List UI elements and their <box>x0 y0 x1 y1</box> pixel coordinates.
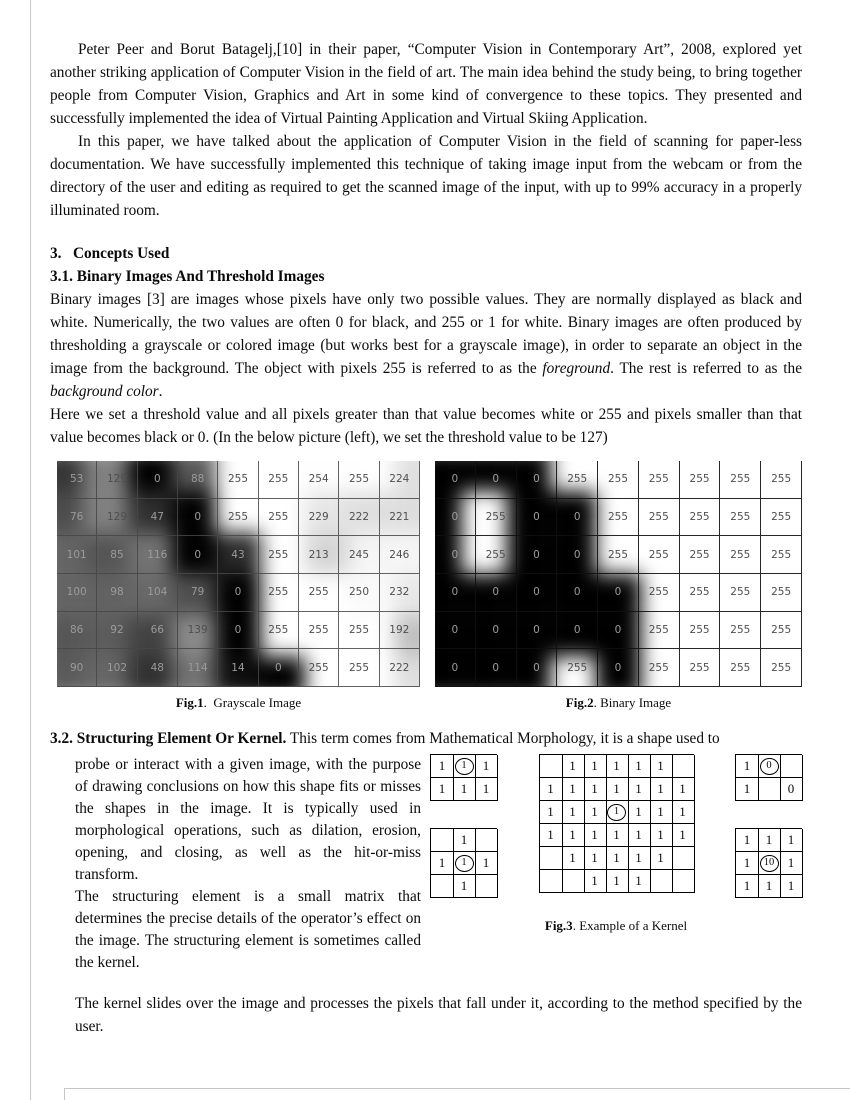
kernel-cell: 1 <box>606 870 629 893</box>
kernel-cell: 1 <box>475 755 498 778</box>
pixel-cell: 0 <box>435 461 476 499</box>
pixel-cell: 0 <box>517 612 558 650</box>
pixel-cell: 255 <box>476 536 517 574</box>
kernel-cell: 1 <box>562 801 585 824</box>
kernel-cell: 1 <box>780 875 803 898</box>
pixel-cell: 255 <box>761 499 802 537</box>
pixel-cell: 255 <box>259 461 299 499</box>
pixel-cell: 255 <box>639 649 680 687</box>
pixel-cell: 255 <box>299 612 339 650</box>
kernel-cell: 1 <box>780 829 803 852</box>
kernel-cell: 1 <box>736 829 759 852</box>
paper-page <box>50 38 802 1038</box>
pixel-cell: 255 <box>639 499 680 537</box>
kernel-cell: 1 <box>453 829 476 852</box>
pixel-cell: 255 <box>598 499 639 537</box>
kernel-description-paragraph-1: probe or interact with a given image, with the purpose of drawing conclusions on how this shape fits or misses the shapes in the image. It is typically used in morphological operations, such as dilation, erosion, opening, and closing, as well as the hit-or-miss transform. <box>75 756 421 883</box>
pixel-cell: 129 <box>97 499 137 537</box>
figure-2-caption <box>566 695 671 711</box>
kernel-square <box>735 828 802 898</box>
kernel-cell <box>650 870 673 893</box>
pixel-cell: 0 <box>138 461 178 499</box>
kernel-cell: 1 <box>650 847 673 870</box>
pixel-cell: 53 <box>57 461 97 499</box>
pixel-cell: 88 <box>178 461 218 499</box>
closing-paragraph: The kernel slides over the image and processes the pixels that fall under it, according to the method specified by the user. <box>75 995 802 1035</box>
kernel-origin-circle: 1 <box>455 855 474 872</box>
pixel-cell: 98 <box>97 574 137 612</box>
kernel-cell: 1 <box>584 824 607 847</box>
kernel-cell: 1 <box>540 801 563 824</box>
figures-row <box>50 461 802 711</box>
kernel-cell: 1 <box>758 829 781 852</box>
pixel-cell: 66 <box>138 612 178 650</box>
kernel-cell: 1 <box>606 778 629 801</box>
pixel-cell: 0 <box>218 574 258 612</box>
section-3-heading: 3. Concepts Used <box>50 245 170 262</box>
kernel-cell: 1 <box>628 755 651 778</box>
pixel-cell: 255 <box>680 574 721 612</box>
pixel-cell: 255 <box>761 536 802 574</box>
pixel-cell: 255 <box>720 649 761 687</box>
kernel-cell <box>453 755 476 778</box>
pixel-cell: 255 <box>557 649 598 687</box>
fig3-kernels <box>430 754 802 898</box>
figure-3-caption-label: Fig.3 <box>544 918 573 933</box>
pixel-cell: 0 <box>598 612 639 650</box>
kernel-cell: 1 <box>628 824 651 847</box>
kernel-cell: 1 <box>736 852 759 875</box>
fig3-center-kernel-column <box>539 754 694 893</box>
kernel-cell: 1 <box>606 824 629 847</box>
kernel-cell <box>672 870 695 893</box>
kernel-cell <box>672 847 695 870</box>
fig1-grid <box>57 461 420 687</box>
fig2-cell-grid <box>435 461 802 687</box>
kernel-cell <box>758 778 781 801</box>
kernel-cell: 1 <box>628 870 651 893</box>
section-3-2-lead <box>50 727 802 750</box>
kernel-description-paragraph-2: The structuring element is a small matrix that determines the precise details of the operator’s effect on the image. The structuring element is sometimes called the kernel. <box>75 888 421 971</box>
kernel-cell <box>475 875 498 898</box>
pixel-cell: 102 <box>97 649 137 687</box>
pixel-cell: 0 <box>517 536 558 574</box>
kernel-cell: 1 <box>431 755 454 778</box>
pixel-cell: 254 <box>299 461 339 499</box>
pixel-cell: 0 <box>557 536 598 574</box>
kernel-cell <box>758 755 781 778</box>
threshold-paragraph: Here we set a threshold value and all pixels greater than that value becomes white or 255 and pixels smaller than that value becomes black or 0. (In the below picture (left), we set the threshold value to be 127) <box>50 406 802 446</box>
pixel-cell: 139 <box>178 612 218 650</box>
kernel-cell <box>475 829 498 852</box>
pixel-cell: 0 <box>557 612 598 650</box>
pixel-cell: 255 <box>761 612 802 650</box>
kernel-cell: 1 <box>584 755 607 778</box>
pixel-cell: 14 <box>218 649 258 687</box>
section-3-2-heading: 3.2. Structuring Element Or Kernel. <box>50 730 287 747</box>
kernel-cell: 1 <box>736 778 759 801</box>
pixel-cell: 0 <box>476 649 517 687</box>
pixel-cell: 255 <box>259 612 299 650</box>
kernel-cell: 1 <box>650 778 673 801</box>
pixel-cell: 0 <box>178 536 218 574</box>
pixel-cell: 0 <box>557 574 598 612</box>
kernel-ellipse <box>539 754 694 893</box>
pixel-cell: 255 <box>680 499 721 537</box>
fig1-cell-grid <box>57 461 420 687</box>
pixel-cell: 0 <box>435 612 476 650</box>
pixel-cell: 255 <box>720 536 761 574</box>
pixel-cell: 0 <box>598 649 639 687</box>
kernel-cell: 1 <box>650 755 673 778</box>
page-edge-bottom-line <box>64 1088 850 1089</box>
pixel-cell: 255 <box>639 461 680 499</box>
pixel-cell: 0 <box>598 574 639 612</box>
kernel-cell: 1 <box>672 778 695 801</box>
kernel-cell <box>431 829 454 852</box>
binary-images-paragraph <box>50 288 802 403</box>
kernel-cell <box>540 847 563 870</box>
kernel-cell <box>780 755 803 778</box>
figure-2-caption-label: Fig.2 <box>565 695 594 710</box>
kernel-cell: 1 <box>628 847 651 870</box>
pixel-cell: 255 <box>720 461 761 499</box>
kernel-cell <box>453 852 476 875</box>
pixel-cell: 0 <box>435 649 476 687</box>
pixel-cell: 104 <box>138 574 178 612</box>
pixel-cell: 0 <box>178 499 218 537</box>
intro-paragraph-2: In this paper, we have talked about the application of Computer Vision in the field of scanning for paper-less documentation. We have successfully implemented this technique of taking image input from the webcam or from the directory of the user and editing as required to get the scanned image of the input, with up to 99% accuracy in a properly illuminated room. <box>50 133 802 219</box>
pixel-cell: 0 <box>218 612 258 650</box>
kernel-cell <box>758 852 781 875</box>
pixel-cell: 255 <box>761 649 802 687</box>
pixel-cell: 255 <box>339 461 379 499</box>
kernel-cell: 1 <box>628 778 651 801</box>
kernel-cell: 1 <box>475 852 498 875</box>
kernel-cell: 0 <box>780 778 803 801</box>
pixel-cell: 114 <box>178 649 218 687</box>
pixel-cell: 255 <box>299 649 339 687</box>
fig2-grid <box>435 461 802 687</box>
pixel-cell: 129 <box>97 461 137 499</box>
kernel-corner <box>735 754 802 801</box>
pixel-cell: 245 <box>339 536 379 574</box>
pixel-cell: 47 <box>138 499 178 537</box>
kernel-cell: 1 <box>453 778 476 801</box>
figure-2-caption-text: . Binary Image <box>593 695 672 710</box>
pixel-cell: 255 <box>639 574 680 612</box>
pixel-cell: 255 <box>639 536 680 574</box>
kernel-cell: 1 <box>584 778 607 801</box>
pixel-cell: 255 <box>680 649 721 687</box>
pixel-cell: 100 <box>57 574 97 612</box>
kernel-cell: 1 <box>540 778 563 801</box>
pixel-cell: 0 <box>435 574 476 612</box>
pixel-cell: 76 <box>57 499 97 537</box>
pixel-cell: 224 <box>380 461 420 499</box>
pixel-cell: 48 <box>138 649 178 687</box>
figure-1-caption-text: . Grayscale Image <box>203 695 302 710</box>
kernel-cell: 1 <box>758 875 781 898</box>
kernel-cell: 1 <box>606 847 629 870</box>
pixel-cell: 255 <box>598 536 639 574</box>
pixel-cell: 255 <box>720 574 761 612</box>
pixel-cell: 229 <box>299 499 339 537</box>
kernel-cell: 1 <box>431 852 454 875</box>
figure-1-caption <box>176 695 301 711</box>
pixel-cell: 0 <box>435 499 476 537</box>
kernel-cell: 1 <box>672 801 695 824</box>
kernel-cell: 1 <box>736 875 759 898</box>
pixel-cell: 213 <box>299 536 339 574</box>
pixel-cell: 255 <box>259 574 299 612</box>
kernel-cell <box>540 870 563 893</box>
pixel-cell: 116 <box>138 536 178 574</box>
pixel-cell: 0 <box>259 649 299 687</box>
kernel-cell: 1 <box>562 824 585 847</box>
pixel-cell: 255 <box>476 499 517 537</box>
pixel-cell: 92 <box>97 612 137 650</box>
pixel-cell: 255 <box>680 612 721 650</box>
pixel-cell: 0 <box>517 649 558 687</box>
kernel-cell <box>540 755 563 778</box>
pixel-cell: 255 <box>218 499 258 537</box>
kernel-cell <box>562 870 585 893</box>
pixel-cell: 222 <box>380 649 420 687</box>
pixel-cell: 255 <box>218 461 258 499</box>
pixel-cell: 0 <box>435 536 476 574</box>
intro-paragraph-1: Peter Peer and Borut Batagelj,[10] in their paper, “Computer Vision in Contemporary Art”, 2008, explored yet another striking application of Computer Vision in the field of art. The main idea behind the study being, to bring together people from Computer Vision, Graphics and Art in some kind of convergence to these topics. They presented and successfully implemented the idea of Virtual Painting Application and Virtual Skiing Application. <box>50 41 802 127</box>
section-3-2-left-text <box>75 754 421 974</box>
kernel-cell <box>606 801 629 824</box>
section-3-1-heading: 3.1. Binary Images And Threshold Images <box>50 268 325 285</box>
pixel-cell: 255 <box>680 536 721 574</box>
pixel-cell: 255 <box>339 612 379 650</box>
kernel-cell: 1 <box>650 824 673 847</box>
figure-1-block <box>57 461 420 711</box>
binary-images-text-2: . The rest is referred to as the <box>610 360 802 377</box>
figure-3-caption-text: . Example of a Kernel <box>572 918 688 933</box>
pixel-cell: 0 <box>476 574 517 612</box>
kernel-cell: 1 <box>431 778 454 801</box>
pixel-cell: 0 <box>517 574 558 612</box>
pixel-cell: 86 <box>57 612 97 650</box>
kernel-cell: 1 <box>562 778 585 801</box>
figure-3-block <box>430 754 802 934</box>
section-3-2-columns <box>50 754 802 974</box>
pixel-cell: 246 <box>380 536 420 574</box>
pixel-cell: 255 <box>339 649 379 687</box>
kernel-cell: 1 <box>606 755 629 778</box>
kernel-origin-circle: 0 <box>760 758 779 775</box>
pixel-cell: 255 <box>720 499 761 537</box>
foreground-italic: foreground <box>542 360 611 377</box>
binary-images-text-3: . <box>158 383 163 400</box>
pixel-cell: 79 <box>178 574 218 612</box>
figure-2-block <box>435 461 802 711</box>
kernel-cell <box>672 755 695 778</box>
kernel-cell <box>431 875 454 898</box>
pixel-cell: 255 <box>259 536 299 574</box>
kernel-small-rect <box>430 754 497 801</box>
fig3-right-kernel-column <box>735 754 802 898</box>
binary-images-text-1: Binary images [3] are images whose pixels have only two possible values. They are normally displayed as black and white. Numerically, the two values are often 0 for black, and 255 or 1 for white. Binary images are often produced by thresholding a grayscale or colored image (but works best for a grayscale image), in order to separate an object in the image from the background. The object with pixels 255 is referred to as the <box>50 291 802 377</box>
page-edge-corner-tick <box>64 1089 65 1100</box>
pixel-cell: 255 <box>299 574 339 612</box>
pixel-cell: 255 <box>680 461 721 499</box>
section-3-2-lead-text: This term comes from Mathematical Morphology, it is a shape used to <box>286 730 720 747</box>
kernel-cross <box>430 828 497 898</box>
pixel-cell: 222 <box>339 499 379 537</box>
pixel-cell: 101 <box>57 536 97 574</box>
pixel-cell: 0 <box>517 499 558 537</box>
kernel-origin-circle: 1 <box>455 758 474 775</box>
kernel-cell: 1 <box>650 801 673 824</box>
kernel-cell: 1 <box>780 852 803 875</box>
pixel-cell: 255 <box>720 612 761 650</box>
kernel-cell: 1 <box>453 875 476 898</box>
pixel-cell: 232 <box>380 574 420 612</box>
pixel-cell: 255 <box>761 574 802 612</box>
kernel-cell: 1 <box>584 870 607 893</box>
pixel-cell: 255 <box>557 461 598 499</box>
kernel-cell: 1 <box>628 801 651 824</box>
kernel-cell: 1 <box>475 778 498 801</box>
fig3-left-kernel-column <box>430 754 497 898</box>
pixel-cell: 85 <box>97 536 137 574</box>
pixel-cell: 0 <box>476 461 517 499</box>
pixel-cell: 255 <box>259 499 299 537</box>
kernel-cell: 1 <box>540 824 563 847</box>
figure-1-caption-label: Fig.1 <box>175 695 204 710</box>
pixel-cell: 0 <box>476 612 517 650</box>
pixel-cell: 255 <box>598 461 639 499</box>
pixel-cell: 250 <box>339 574 379 612</box>
kernel-cell: 1 <box>562 755 585 778</box>
pixel-cell: 255 <box>639 612 680 650</box>
page-edge-vertical-line <box>30 0 31 1100</box>
pixel-cell: 90 <box>57 649 97 687</box>
kernel-cell: 1 <box>736 755 759 778</box>
kernel-origin-circle: 10 <box>760 855 779 872</box>
background-color-italic: background color <box>50 383 159 400</box>
pixel-cell: 43 <box>218 536 258 574</box>
kernel-cell: 1 <box>562 847 585 870</box>
pixel-cell: 0 <box>557 499 598 537</box>
kernel-cell: 1 <box>584 847 607 870</box>
pixel-cell: 221 <box>380 499 420 537</box>
kernel-cell: 1 <box>672 824 695 847</box>
figure-3-caption <box>430 918 802 934</box>
pixel-cell: 192 <box>380 612 420 650</box>
kernel-cell: 1 <box>584 801 607 824</box>
pixel-cell: 255 <box>761 461 802 499</box>
pixel-cell: 0 <box>517 461 558 499</box>
kernel-origin-circle: 1 <box>607 804 626 821</box>
